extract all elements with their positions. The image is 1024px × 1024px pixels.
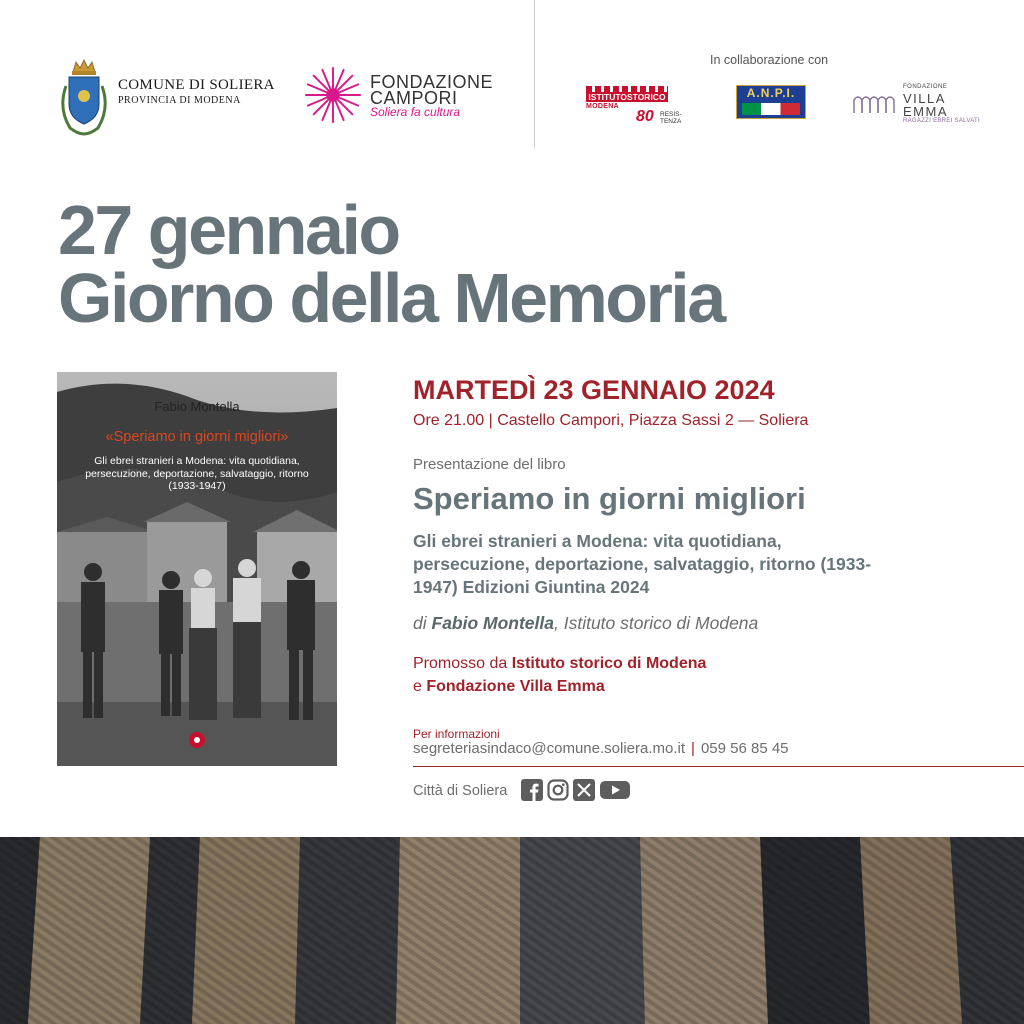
collaboration-label: In collaborazione con	[710, 53, 829, 67]
headline-title: Giorno della Memoria	[58, 259, 724, 337]
soliera-crest-icon	[56, 56, 112, 140]
header-divider	[534, 0, 535, 148]
istituto-logo-line2: MODENA	[586, 103, 619, 110]
campori-tagline: Soliera fa cultura	[370, 105, 461, 119]
anpi-logo-label: A.N.P.I.	[746, 86, 796, 100]
info-contacts	[413, 740, 789, 757]
promoted-by-line1	[413, 655, 706, 673]
city-label: Città di Soliera	[413, 783, 508, 799]
author-affiliation: , Istituto storico di Modena	[554, 613, 759, 633]
book-title: Speriamo in giorni migliori	[413, 481, 806, 516]
villa-emma-line1: VILLA	[903, 91, 946, 106]
promoter-villa-emma: Fondazione Villa Emma	[426, 678, 605, 695]
x-icon[interactable]	[573, 779, 595, 801]
info-email[interactable]: segreteriasindaco@comune.soliera.mo.it	[413, 740, 686, 757]
campori-line1: FONDAZIONE	[370, 72, 494, 92]
headline-date: 27 gennaio	[58, 191, 399, 269]
publisher-logo-icon	[185, 728, 209, 752]
promoter-istituto: Istituto storico di Modena	[511, 655, 707, 672]
cover-author: Fabio Montella	[154, 399, 240, 414]
event-date: MARTEDÌ 23 GENNAIO 2024	[413, 375, 775, 405]
villa-emma-line2: EMMA	[903, 104, 948, 119]
presentation-label: Presentazione del libro	[413, 456, 566, 473]
author-name: Fabio Montella	[431, 613, 554, 633]
info-separator: |	[691, 740, 695, 757]
book-cover	[57, 372, 337, 766]
istituto-logo-badge: RESIS-TENZA	[660, 111, 682, 125]
cover-title: «Speriamo in giorni migliori»	[105, 429, 289, 445]
info-phone[interactable]: 059 56 85 45	[700, 740, 789, 757]
promoted-prefix: Promosso da	[413, 655, 508, 672]
instagram-icon[interactable]	[547, 779, 569, 801]
istituto-logo-line1: ISTITUTOSTORICO	[586, 92, 668, 102]
book-subtitle: Gli ebrei stranieri a Modena: vita quotidiana, persecuzione, deportazione, salvataggio, ritorno (1933-1947) Edizioni Giuntina 2024	[413, 531, 872, 597]
comune-province: PROVINCIA DI MODENA	[118, 95, 241, 106]
villa-emma-small: FONDAZIONE	[903, 84, 948, 90]
info-divider	[413, 766, 1024, 767]
campori-star-icon	[304, 66, 362, 124]
social-links	[521, 779, 631, 801]
villa-emma-arches-icon	[853, 92, 895, 114]
youtube-icon[interactable]	[599, 779, 631, 801]
book-author-line	[413, 613, 758, 634]
facebook-icon[interactable]	[521, 779, 543, 801]
author-prefix: di	[413, 613, 427, 633]
italian-flag-icon	[742, 103, 800, 115]
comune-name: COMUNE DI SOLIERA	[118, 77, 275, 93]
promoted-by-line2	[413, 678, 605, 696]
cover-subtitle: Gli ebrei stranieri a Modena: vita quotidiana, persecuzione, deportazione, salvataggio, ritorno (1933-1947)	[85, 455, 309, 492]
istituto-logo-number: 80	[636, 108, 654, 125]
promoted-and: e	[413, 678, 422, 695]
campori-line2: CAMPORI	[370, 88, 458, 108]
info-label: Per informazioni	[413, 727, 500, 741]
villa-emma-subtitle: RAGAZZI EBREI SALVATI	[903, 118, 980, 124]
event-time-place: Ore 21.00 | Castello Campori, Piazza Sassi 2 — Soliera	[413, 412, 809, 429]
striped-fabric-image	[0, 837, 1024, 1024]
